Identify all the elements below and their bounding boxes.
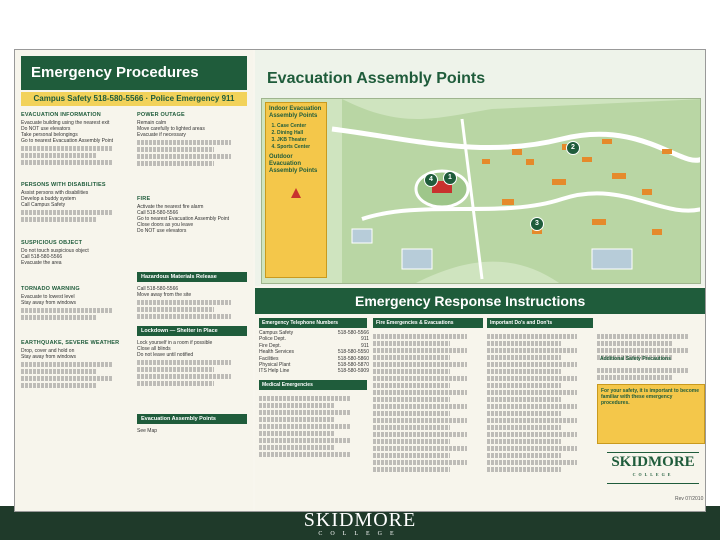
phone-row: ITS Help Line 518-580-5909 (259, 368, 369, 375)
hazmat-heading: Hazardous Materials Release (137, 272, 247, 282)
emergency-procedures-title: Emergency Procedures (21, 56, 247, 90)
section-heading: FIRE (137, 196, 151, 202)
section-item: Move carefully to lighted areas (137, 126, 205, 132)
section-item: Evacuate to lowest level (21, 294, 75, 300)
map-marker-2[interactable]: 2 (566, 141, 580, 155)
section-item: Take personal belongings (21, 132, 78, 138)
familiarity-note: For your safety, it is important to become familiar with these emergency procedures. (597, 384, 705, 444)
section-lockdown (137, 340, 247, 388)
section-item: Close all blinds (137, 346, 171, 352)
section-heading: EARTHQUAKE, SEVERE WEATHER (21, 340, 120, 346)
skidmore-logo: SKIDMORE COLLEGE (607, 452, 699, 484)
evacuation-assembly-title: Evacuation Assembly Points (267, 70, 486, 87)
section-evacuation (21, 112, 129, 167)
phone-row: Physical Plant 518-580-5870 (259, 362, 369, 369)
section-heading: PERSONS WITH DISABILITIES (21, 182, 106, 188)
section-suspicious-object (21, 240, 129, 266)
section-item: Call 518-580-5566 (137, 286, 179, 292)
section-hazmat (137, 286, 247, 321)
map-marker-1[interactable]: 1 (443, 171, 457, 185)
campus-map (261, 98, 701, 284)
section-item: Evacuate if necessary (137, 132, 186, 138)
section-item: Do NOT use elevators (137, 228, 187, 234)
section-item: Call 518-580-5566 (137, 210, 179, 216)
section-item: Call 518-580-5566 (21, 254, 63, 260)
section-disabilities (21, 182, 129, 224)
indoor-point: 2. Dining Hall (277, 130, 323, 136)
section-tornado (21, 286, 129, 322)
phone-row: Fire Dept. 911 (259, 342, 369, 349)
section-item: Stay away from windows (21, 300, 77, 306)
section-earthquake (21, 340, 129, 390)
section-item: Activate the nearest fire alarm (137, 204, 204, 210)
section-heading: TORNADO WARNING (21, 286, 80, 292)
section-item: Do NOT use elevators (21, 126, 71, 132)
section-item: Evacuate the area (21, 260, 62, 266)
evacuation-map-panel (255, 50, 706, 286)
ers-title: Emergency Response Instructions (255, 288, 706, 314)
assembly-points-heading: Evacuation Assembly Points (137, 414, 247, 424)
indoor-point: 1. Case Center (277, 123, 323, 129)
dos-donts-text-lines (487, 332, 593, 474)
section-item: Drop, cover and hold on (21, 348, 75, 354)
section-heading: POWER OUTAGE (137, 112, 185, 118)
section-item: Do not leave until notified (137, 352, 194, 358)
phone-row: Campus Safety 518-580-5566 (259, 330, 369, 336)
map-marker-4[interactable]: 4 (424, 173, 438, 187)
outdoor-heading: Outdoor Evacuation Assembly Points (269, 154, 318, 174)
phone-row: Police Dept. 911 (259, 336, 369, 343)
campus-safety-phone-line: Campus Safety 518-580-5566 · Police Emergency 911 (21, 92, 247, 106)
fire-text-lines (373, 332, 483, 474)
outdoor-triangle-icons (269, 178, 323, 238)
fire-heading: Fire Emergencies & Evacuations (373, 318, 483, 328)
section-heading: EVACUATION INFORMATION (21, 112, 101, 118)
section-assembly-see-map (137, 428, 247, 434)
section-item: Do not touch suspicious object (21, 248, 89, 254)
lockdown-heading: Lockdown — Shelter in Place (137, 326, 247, 336)
phone-row: Facilities 518-580-5860 (259, 355, 369, 362)
phone-row: Health Services 518-580-5550 (259, 349, 369, 356)
section-item: Lock yourself in a room if possible (137, 340, 213, 346)
section-item: Go to nearest Evacuation Assembly Point (137, 216, 229, 222)
additional-text-lines (597, 366, 705, 382)
footer-logo: SKIDMORE COLLEGE (303, 509, 417, 537)
section-item: Evacuate building using the nearest exit (21, 120, 110, 126)
emergency-response-panel (255, 288, 706, 511)
emergency-procedures-column (15, 50, 253, 511)
section-item: Move away from the site (137, 292, 192, 298)
indoor-list (269, 123, 323, 150)
section-item: Close doors as you leave (137, 222, 194, 228)
section-item: Go to nearest Evacuation Assembly Point (21, 138, 113, 144)
additional-heading: Additional Safety Precautions (600, 356, 671, 362)
indoor-point: 4. Sports Center (277, 144, 323, 150)
medical-heading: Medical Emergencies (259, 380, 367, 390)
section-item: Develop a buddy system (21, 196, 76, 202)
map-marker-3[interactable]: 3 (530, 217, 544, 231)
campus-map-graphic (262, 99, 701, 284)
section-power-outage (137, 112, 247, 168)
indoor-heading: Indoor Evacuation Assembly Points (269, 106, 322, 119)
map-legend (265, 102, 327, 278)
section-item: Remain calm (137, 120, 167, 126)
section-heading: SUSPICIOUS OBJECT (21, 240, 83, 246)
indoor-point: 3. JKB Theater (277, 137, 323, 143)
phone-list (259, 330, 369, 375)
dos-donts-heading: Important Do's and Don'ts (487, 318, 593, 328)
medical-text-lines (259, 394, 367, 459)
section-fire (137, 196, 247, 234)
section-item: Stay away from windows (21, 354, 77, 360)
section-item: See Map (137, 428, 158, 434)
revision-date: Rev 07/2010 (675, 496, 704, 502)
section-item: Call Campus Safety (21, 202, 66, 208)
emergency-poster (14, 49, 706, 512)
phones-heading: Emergency Telephone Numbers (259, 318, 367, 328)
section-item: Assist persons with disabilities (21, 190, 89, 196)
